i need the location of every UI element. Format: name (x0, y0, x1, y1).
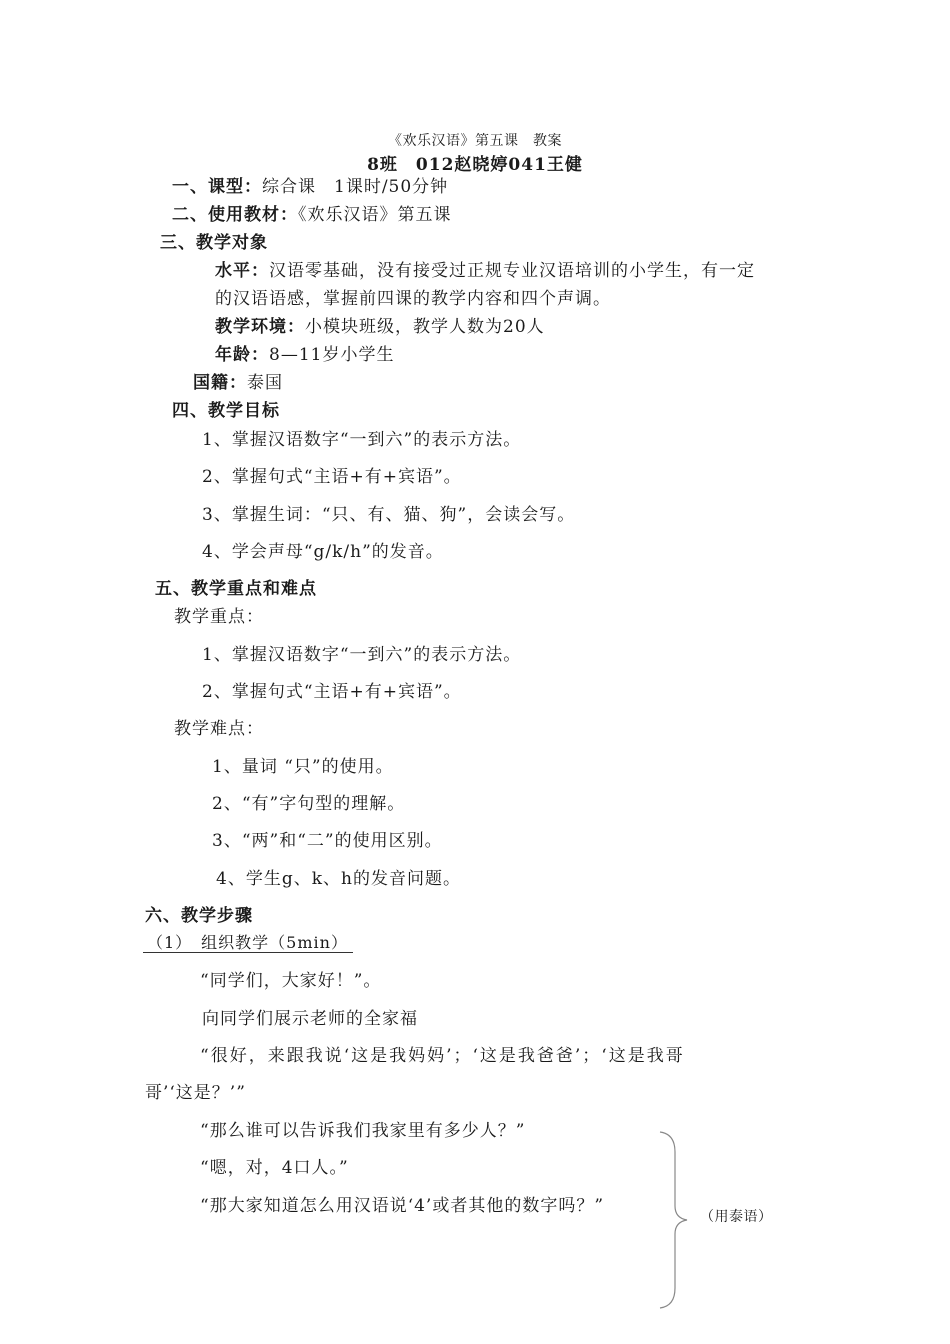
document-title: 《欢乐汉语》第五课 教案 (388, 133, 562, 149)
step-1-underline (143, 952, 353, 953)
nation-line (193, 372, 283, 394)
goal-item: 4、学会声母“g/k/h”的发音。 (202, 542, 444, 562)
curly-brace-icon (655, 1130, 695, 1310)
env-label: 教学环境： (215, 317, 305, 337)
difficulty-item: 1、量词 “只”的使用。 (212, 757, 394, 777)
dialog-line: 向同学们展示老师的全家福 (202, 1009, 418, 1029)
age-label: 年龄： (215, 345, 269, 365)
section-heading: 一、课型： (172, 177, 262, 197)
nation-text: 泰国 (247, 373, 283, 393)
section-course-type (172, 176, 448, 198)
section-textbook (172, 204, 452, 226)
goal-item: 1、掌握汉语数字“一到六”的表示方法。 (202, 430, 522, 450)
step-1-heading: （1） 组织教学（5min） (147, 933, 348, 952)
section-goals-heading: 四、教学目标 (172, 401, 280, 421)
dialog-line: “同学们，大家好！”。 (200, 971, 382, 991)
nation-label: 国籍： (193, 373, 247, 393)
section-text: 《欢乐汉语》第五课 (298, 205, 452, 225)
age-line (215, 344, 394, 366)
dialog-line: 哥’‘这是？’” (145, 1083, 246, 1103)
section-text: 综合课 1课时/50分钟 (262, 177, 449, 197)
key-label: 教学重点： (174, 607, 264, 627)
key-item: 2、掌握句式“主语+有+宾语”。 (202, 682, 462, 702)
level-line-2: 的汉语语感，掌握前四课的教学内容和四个声调。 (215, 289, 611, 309)
key-item: 1、掌握汉语数字“一到六”的表示方法。 (202, 645, 522, 665)
difficulty-item: 4、学生g、k、h的发音问题。 (216, 869, 461, 889)
goal-item: 3、掌握生词：“只、有、猫、狗”，会读会写。 (202, 505, 576, 525)
difficulty-item: 3、“两”和“二”的使用区别。 (212, 831, 443, 851)
difficulty-item: 2、“有”字句型的理解。 (212, 794, 406, 814)
level-label: 水平： (215, 261, 269, 281)
level-line-1 (215, 260, 755, 282)
document-subtitle: 8班 012赵晓婷041王健 (367, 155, 583, 175)
section-heading: 二、使用教材： (172, 205, 298, 225)
section-keypoints-heading: 五、教学重点和难点 (155, 579, 317, 599)
env-line (215, 316, 545, 338)
age-text: 8—11岁小学生 (269, 345, 395, 365)
dialog-line: “嗯，对，4口人。” (200, 1158, 349, 1178)
difficulty-label: 教学难点： (174, 719, 264, 739)
level-text: 汉语零基础，没有接受过正规专业汉语培训的小学生，有一定 (269, 261, 755, 281)
goal-item: 2、掌握句式“主语+有+宾语”。 (202, 467, 462, 487)
dialog-line: “那大家知道怎么用汉语说‘4’或者其他的数字吗？” (200, 1196, 605, 1216)
dialog-line: “那么谁可以告诉我们我家里有多少人？” (200, 1121, 526, 1141)
brace-note: （用泰语） (700, 1209, 773, 1225)
dialog-line: “很好，来跟我说‘这是我妈妈’；‘这是我爸爸’；‘这是我哥 (200, 1046, 685, 1066)
section-steps-heading: 六、教学步骤 (145, 906, 253, 926)
section-audience-heading: 三、教学对象 (160, 233, 268, 253)
env-text: 小模块班级，教学人数为20人 (305, 317, 545, 337)
